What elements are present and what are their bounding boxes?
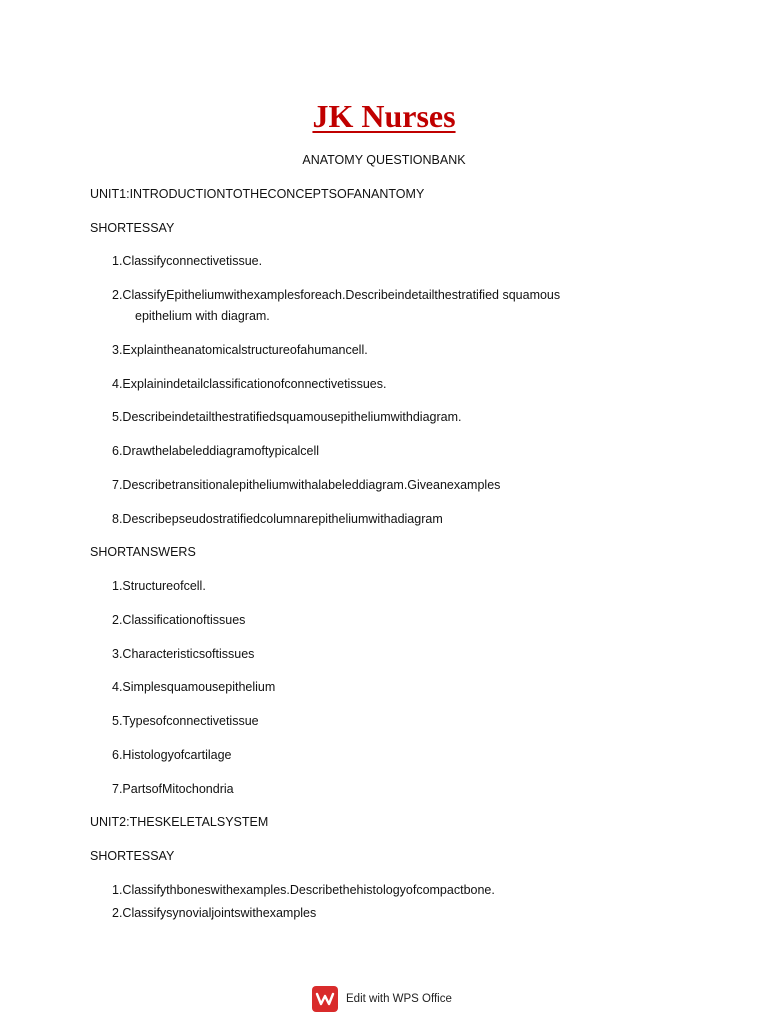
document-subtitle: ANATOMY QUESTIONBANK [302, 153, 466, 167]
question-item: 7.Describetransitionalepitheliumwithalabeleddiagram.Giveanexamples [112, 478, 501, 492]
answer-item: 2.Classificationoftissues [112, 613, 246, 627]
question-item: 1.Classifyconnectivetissue. [112, 254, 263, 268]
answer-item: 3.Characteristicsoftissues [112, 647, 255, 661]
wps-edit-banner[interactable] [312, 985, 452, 1013]
answer-item: 7.PartsofMitochondria [112, 782, 234, 796]
answer-item: 5.Typesofconnectivetissue [112, 714, 259, 728]
question-item-continuation: epithelium with diagram. [135, 309, 270, 323]
wps-logo-icon[interactable] [312, 986, 338, 1012]
unit2-heading: UNIT2:THESKELETALSYSTEM [90, 815, 269, 829]
short-answers-heading: SHORTANSWERS [90, 545, 196, 559]
question-item: 8.Describepseudostratifiedcolumnarepitheliumwithadiagram [112, 512, 443, 526]
short-essay-heading-2: SHORTESSAY [90, 849, 175, 863]
short-essay-heading-1: SHORTESSAY [90, 221, 175, 235]
unit1-heading: UNIT1:INTRODUCTIONTOTHECONCEPTSOFANANTOMY [90, 187, 425, 201]
question-item: 5.Describeindetailthestratifiedsquamousepitheliumwithdiagram. [112, 410, 462, 424]
question-item: 2.ClassifyEpitheliumwithexamplesforeach.Describeindetailthestratified squamous [112, 288, 561, 302]
page-title: JK Nurses [312, 98, 456, 134]
wps-w-glyph-icon [314, 988, 336, 1010]
question-item: 1.Classifythboneswithexamples.Describethehistologyofcompactbone. [112, 883, 495, 897]
question-item: 3.Explaintheanatomicalstructureofahumancell. [112, 343, 368, 357]
answer-item: 6.Histologyofcartilage [112, 748, 232, 762]
question-item: 6.Drawthelabeleddiagramoftypicalcell [112, 444, 320, 458]
wps-edit-label[interactable]: Edit with WPS Office [346, 993, 452, 1005]
question-item: 4.Explainindetailclassificationofconnectivetissues. [112, 377, 387, 391]
question-item: 2.Classifysynovialjointswithexamples [112, 906, 317, 920]
answer-item: 1.Structureofcell. [112, 579, 206, 593]
answer-item: 4.Simplesquamousepithelium [112, 680, 276, 694]
